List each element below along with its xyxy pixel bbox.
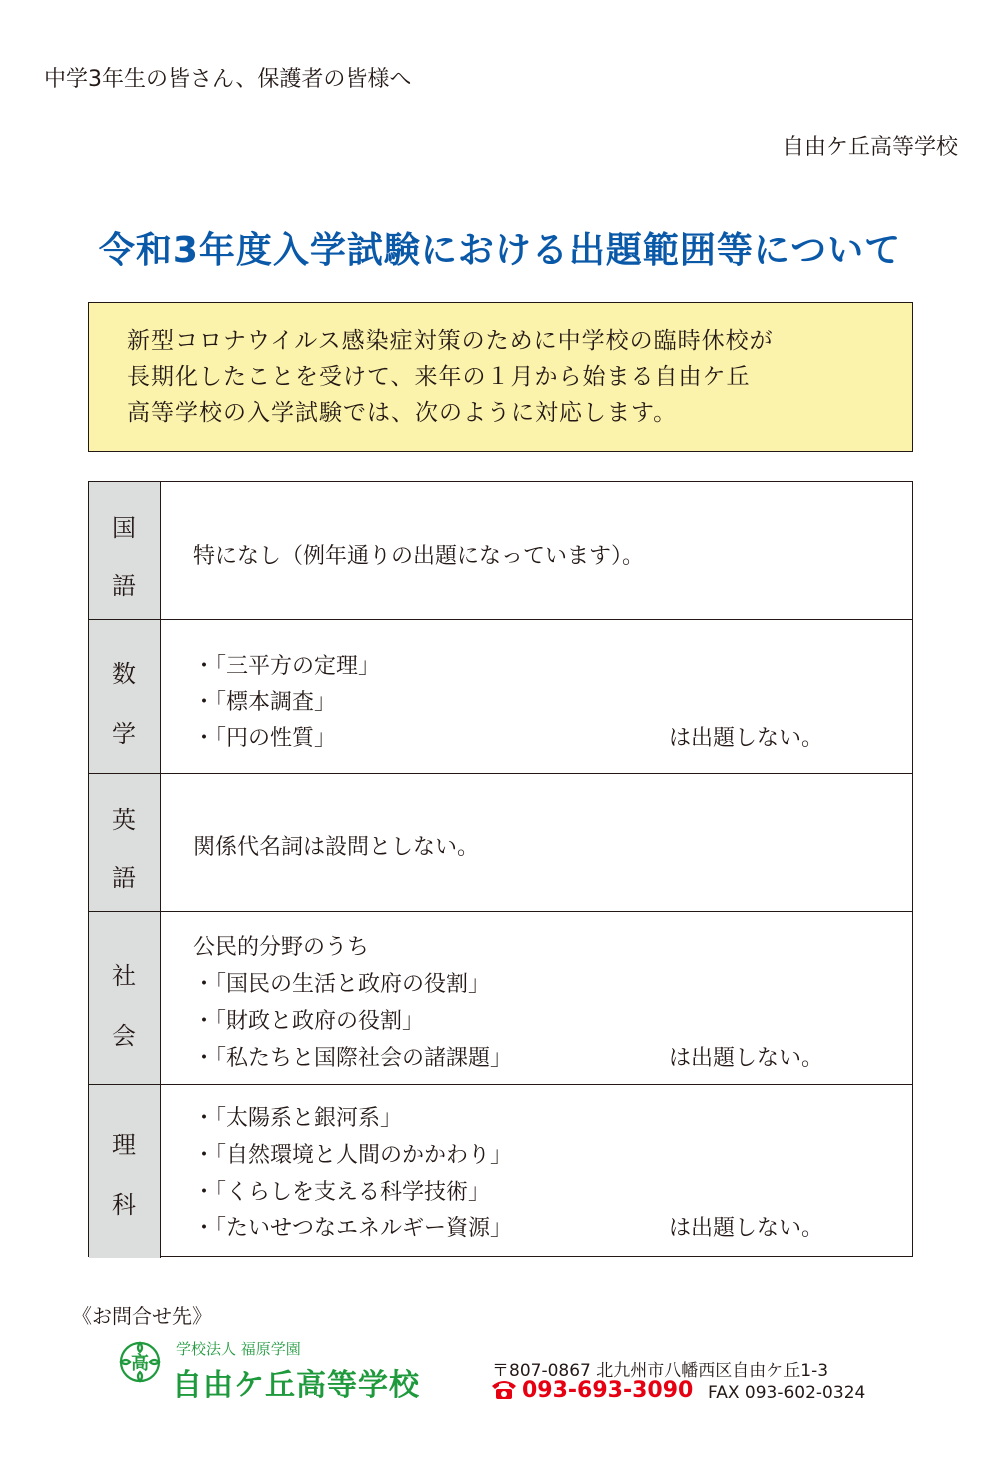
subject-content <box>161 774 912 911</box>
content-line: ・「財政と政府の役割」 <box>193 1009 425 1034</box>
content-line: ・「太陽系と銀河系」 <box>193 1106 403 1131</box>
subject-content <box>161 912 912 1084</box>
content-line: ・「私たちと国際社会の諸課題」 <box>193 1046 513 1071</box>
sender: 自由ケ丘高等学校 <box>781 135 958 160</box>
subject-char: 理 <box>112 1131 136 1159</box>
fax-number: FAX 093-602-0324 <box>708 1383 866 1403</box>
school-corp: 学校法人 福原学園 <box>176 1340 301 1358</box>
subject-char: 国 <box>112 514 136 542</box>
page-title: 令和3年度入学試験における出題範囲等について <box>98 230 902 271</box>
content-line: ・「円の性質」 <box>193 726 337 751</box>
content-line: 関係代名詞は設問としない。 <box>193 835 480 860</box>
content-line: 特になし（例年通りの出題になっています）。 <box>193 544 645 569</box>
content-line: ・「国民の生活と政府の役割」 <box>193 972 491 997</box>
subject-row-japanese <box>89 482 912 620</box>
logo-char: 高 <box>131 1353 149 1374</box>
address: 〒807-0867 北九州市八幡西区自由ケ丘1-3 <box>492 1361 829 1381</box>
subject-row-science <box>89 1085 912 1258</box>
content-line: 公民的分野のうち <box>193 935 370 960</box>
notice-line: 高等学校の入学試験では、次のように対応します。 <box>127 400 678 426</box>
subject-label <box>89 482 161 619</box>
subject-label <box>89 912 161 1084</box>
content-line: ・「三平方の定理」 <box>193 654 381 679</box>
subject-label <box>89 1085 161 1258</box>
subject-row-math <box>89 620 912 774</box>
subject-label <box>89 620 161 773</box>
exclusion-note: は出題しない。 <box>669 1216 824 1241</box>
school-name: 自由ケ丘高等学校 <box>172 1368 420 1403</box>
subject-char: 学 <box>112 720 136 748</box>
content-line: ・「標本調査」 <box>193 690 337 715</box>
contact-label: 《お問合せ先》 <box>72 1304 212 1328</box>
subject-content <box>161 1085 912 1258</box>
subject-char: 英 <box>112 806 136 834</box>
school-emblem-icon <box>118 1340 162 1384</box>
addressee: 中学3年生の皆さん、保護者の皆様へ <box>44 67 412 92</box>
phone-number[interactable]: 093-693-3090 <box>522 1378 694 1403</box>
subject-char: 会 <box>112 1022 136 1050</box>
exclusion-note: は出題しない。 <box>669 1046 824 1071</box>
exclusion-note: は出題しない。 <box>669 726 824 751</box>
content-line: ・「自然環境と人間のかかわり」 <box>193 1143 513 1168</box>
content-line: ・「たいせつなエネルギー資源」 <box>193 1216 513 1241</box>
subject-char: 社 <box>112 962 136 990</box>
notice-line: 長期化したことを受けて、来年の１月から始まる自由ケ丘 <box>127 364 751 390</box>
subject-char: 語 <box>112 572 136 600</box>
subject-content <box>161 620 912 773</box>
telephone-icon <box>490 1378 518 1400</box>
notice-box <box>88 302 913 452</box>
subject-char: 科 <box>112 1191 136 1219</box>
phone-line[interactable] <box>490 1378 693 1403</box>
subjects-table <box>88 481 913 1257</box>
subject-char: 語 <box>112 864 136 892</box>
content-line: ・「くらしを支える科学技術」 <box>193 1180 491 1205</box>
subject-label <box>89 774 161 911</box>
subject-row-english <box>89 774 912 912</box>
subject-row-social <box>89 912 912 1085</box>
subject-char: 数 <box>112 660 136 688</box>
subject-content <box>161 482 912 619</box>
notice-line: 新型コロナウイルス感染症対策のために中学校の臨時休校が <box>127 328 774 354</box>
